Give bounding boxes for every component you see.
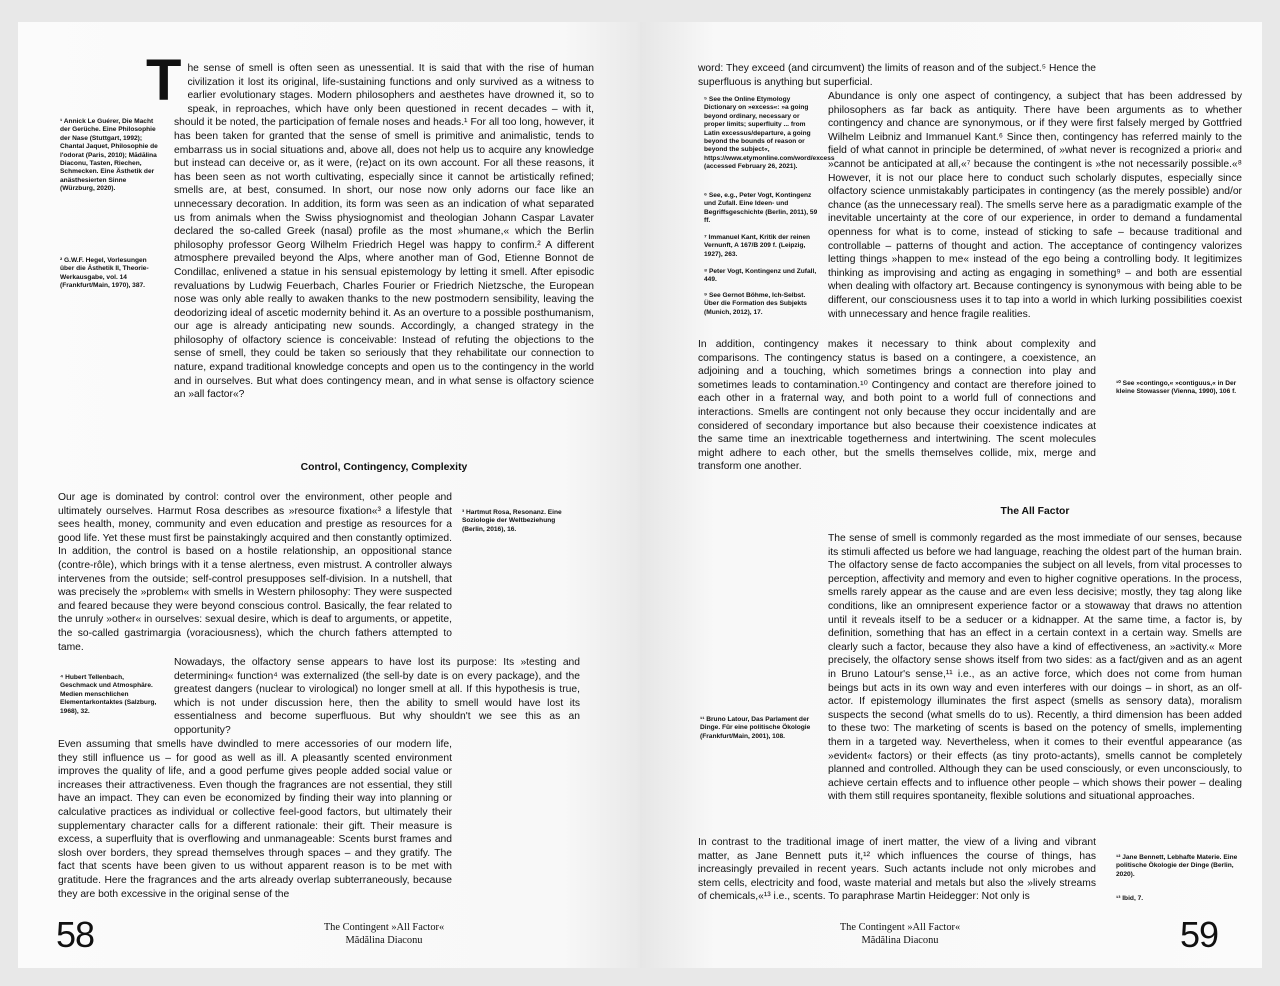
paragraph-control: Our age is dominated by control: control over the environment, other people and ultimately ourselves. Harmut Rosa describes as »resource fixation«³ a lifestyle that sees health, money, community and even education and prestige as resources for a good life. Yet these must first be painstakingly acquired and then constantly optimized. In addition, the control is based on a hostile relationship, an oppositional stance (contre-rôle), which brings with it a tense alertness, even mistrust. A controller always intervenes from the outside; self-control presupposes self-division. In a nutshell, that was precisely the »problem« with smells in Western philosophy: They were suspected and feared because they were beyond conscious control. Basically, the fear related to the unruly »other« in ourselves: sexual desire, which is deaf to arguments, or appetite, the so-called gastrimargia (voraciousness), which the church fathers attempted to tame.: [58, 492, 452, 653]
running-author-right: Mădălina Diaconu: [861, 935, 939, 946]
section-heading-all-factor: The All Factor: [1000, 506, 1070, 517]
footnote-9: ⁹ See Gernot Böhme, Ich-Selbst. Über die Formation des Subjekts (Munich, 2012), 17.: [704, 292, 807, 316]
running-title-right: The Contingent »All Factor«: [839, 922, 961, 933]
footnote-13: ¹³ Ibid, 7.: [1116, 895, 1144, 902]
intro-paragraph: he sense of smell is often seen as unessential. It is said that with the rise of human civilization it lost its original, life-sustaining functions and only survived as a witness to earlier evolutionary stages. Modern philosophers and aesthetes have drowned it, so to speak, in reproaches, which have only been questioned in recent decades – with it, should it be noted, the participation of female noses and heads.¹ For all too long, however, it has been taken for granted that the sense of smell is primitive and animalistic, tends to embarrass us in social situations and, above all, does not help us to acquire any knowledge but instead can deceive or, as it were, (re)act on its own account. For all these reasons, it has been seen as not worth cultivating, especially since it cannot be artistically refined; smells are, at best, consumed. In short, our nose now only adorns our face like an unnecessary decoration. In addition, its form was seen as an indication of what separated us from animals when the Swiss physiognomist and theologian Johann Caspar Lavater declared the so-called Greek (nasal) profile as the most »humane,« which the Berlin philosophy professor Georg Wilhelm Friedrich Hegel was happy to confirm.² A different atmosphere prevailed beyond the Alps, where another man of God, Etienne Bonnot de Condillac, enlivened a statue in his sensual epistemology by letting it smell. After episodic revaluations by Ludwig Feuerbach, Charles Fourier or Friedrich Nietzsche, the European nose was only able really to awaken thanks to the new postmodern sensibility, leaving the deodorizing ideal of ascetic modernity behind it. As an overture to a possible posthumanism, our age is already anticipating new sounds. Accordingly, a changed strategy in the philosophy of olfactory science is conceivable: Instead of refuting the objections to the sense of smell, they could be taken so seriously that they rehabilitate our connection to nature, expand traditional knowledge concepts and open us to the contingency in the world and in ourselves. But what does contingency mean, and in what sense is olfactory science an »all factor«?: [174, 63, 594, 401]
left-page: [18, 22, 638, 968]
paragraph-accessories: Even assuming that smells have dwindled to mere accessories of our modern life, they still influence us – for good as well as ill. A pleasantly scented environment improves the quality of life, and a good perfume gives people added social value or increases their attractiveness. Even though the fragrances are not essential, they still have an impact. They can even be economized by finding their way into planning or calculative practices as individual or collective feel-good factors, but ultimately their supplementary character calls for a different rationale: their gift. Their measure is excess, a superfluity that is overflowing and unmanageable: Scents burst frames and slosh over borders, they spread themselves through spaces – and they gratify. The fact that scents have been given to us without apparent reason is to be met with gratitude. Here the fragrances and the arts already overlap subterraneously, because they are both excessive in the original sense of the: [58, 739, 452, 900]
footnote-4: ⁴ Hubert Tellenbach, Geschmack und Atmosphäre. Medien menschlichen Elementarkontaktes (Salzburg, 1968), 32.: [60, 674, 157, 715]
intro-text-block: [146, 48, 594, 402]
footnote-12: ¹² Jane Bennett, Lebhafte Materie. Eine politische Ökologie der Dinge (Berlin, 2020).: [1116, 854, 1238, 878]
book-spread: [18, 22, 1262, 968]
footnote-11: ¹¹ Bruno Latour, Das Parlament der Dinge. Für eine politische Ökologie (Frankfurt/Main, 2001), 108.: [700, 716, 811, 740]
paragraph-smell-immediate: The sense of smell is commonly regarded as the most immediate of our senses, because its stimuli affected us before we had language, reaching the oldest part of the human brain. The olfactory sense de facto accompanies the subject on all levels, from vital processes to perception, affectivity and memory and even to higher cognitive operations. In the process, smells rarely appear as the cause and are even less decisive; mostly, they tag along like conditions, like an omnipresent experience factor or a stowaway that draws no attention until it reveals itself to be a seducer or a kidnapper. At the same time, a factor is, by definition, something that has an effect in a certain context in a certain way. Smells are clearly such a factor, because they also have a kind of effectiveness, an »activity.« More precisely, the olfactory sense shows itself from two sides: as a fact/given and as an agent in Bruno Latour's sense,¹¹ i.e., as an active force, which does not come from human beings but acts in its own way and even interferes with our doings – in short, as an olf-actor. If epistemology illuminates the first aspect (smells as sensory data), moralism suspects the second (what smells do to us). Recently, a third dimension has been added to these two: The marketing of scents is based on the potency of smells, implementing them in a targeted way. Nevertheless, when it comes to their eventful appearance (as »evident« factors) or their effects (as tiny proto-actants), smells cannot be completely planned and controlled. Although they can be used consciously, or even unconsciously, to achieve certain effects and to influence other people – which shows their power – dealing with them still requires spontaneity, flexible solutions and situational approaches.: [828, 533, 1242, 803]
footnote-2: ² G.W.F. Hegel, Vorlesungen über die Ästhetik II, Theorie-Werkausgabe, vol. 14 (Frankfurt/Main, 1970), 387.: [60, 257, 149, 290]
running-author-left: Mădălina Diaconu: [345, 935, 423, 946]
footnote-3: ³ Hartmut Rosa, Resonanz. Eine Soziologie der Weltbeziehung (Berlin, 2016), 16.: [462, 509, 562, 533]
section-heading-control: Control, Contingency, Complexity: [300, 462, 468, 473]
running-head-right: [820, 921, 980, 947]
paragraph-complexity: In addition, contingency makes it necessary to think about complexity and comparisons. The contingency status is based on a contingere, a coexistence, an adjoining and a touching, which sometimes brings a connection into play and sometimes leads to contamination.¹⁰ Contingency and contact are therefore joined to each other in a fraternal way, and both point to a world full of connections and interactions. Smells are contingent not only because they occur incidentally and are considered of secondary importance but also because their coexistence indicates at the same time an inextricable togetherness and intertwining. The scent molecules might adhere to each other, but the smells themselves collide, mix, merge and transform one another.: [698, 339, 1096, 473]
page-number-right: 59: [1180, 914, 1219, 955]
footnote-5: ⁵ See the Online Etymology Dictionary on »excess«: »a going beyond ordinary, necessary or proper limits; superfluity ... from Latin excessus/departure, a going beyond the bounds of reason or beyond the subject«, https://www.etymonline.com/word/excess (accessed February 26, 2021).: [704, 96, 835, 171]
footnote-7: ⁷ Immanuel Kant, Kritik der reinen Vernunft, A 167/B 209 f. (Leipzig, 1927), 263.: [704, 234, 811, 258]
paragraph-abundance: Abundance is only one aspect of contingency, a subject that has been addressed by philosophers as far back as antiquity. There have been arguments as to whether contingency and chance are synonymous, or if they were first falsely merged by Gottfried Wilhelm Leibniz and Immanuel Kant.⁶ Since then, contingency has referred mainly to the field of what cannot in principle be determined, of »what never is recognized a priori« and »cannot be anticipated at all,«⁷ because the contingent is »the not necessarily possible.«⁸ However, it is not our place here to conduct such scholarly disputes, especially since olfactory science unmistakably participates in contingency (as the merely possible) and/or chance (as the unnecessary real). The smells serve here as a paradigmatic example of the inevitable uncertainty at the core of our experience, in order to demand a fundamental openness for what is to come, instead of sticking to safe – because traditional and controllable – patterns of thought and action. The acceptance of contingency valorizes letting things »happen to me« instead of the ego being a controlling body. It legitimizes thinking as improvising and acting as engaging in something⁹ – and both are essential when dealing with olfactory art. Because contingency is synonymous with being able to be different, our consciousness uses it to tap into a world in which lurking possibilities coexist with unnecessary and hence fragile realities.: [828, 91, 1242, 320]
footnote-8: ⁸ Peter Vogt, Kontingenz und Zufall, 449.: [704, 268, 817, 284]
page-number-left: 58: [56, 914, 95, 955]
paragraph-inert-matter: In contrast to the traditional image of inert matter, the view of a living and vibrant matter, as Jane Bennett puts it,¹² which influences the course of things, has increasingly prevailed in recent years. Such actants include not only microbes and stem cells, electricity and food, waste material and metals but also the »lively streams of chemicals,«¹³ i.e., scents. To paraphrase Martin Heidegger: Not only is: [698, 837, 1096, 903]
footnote-10: ¹⁰ See »contingo,« »contiguus,« in Der kleine Stowasser (Vienna, 1990), 106 f.: [1116, 380, 1237, 396]
paragraph-top-continuation: word: They exceed (and circumvent) the limits of reason and of the subject.⁵ Hence the superfluous is anything but superficial.: [698, 63, 1096, 88]
running-head-left: [304, 921, 464, 947]
footnote-1: ¹ Annick Le Guérer, Die Macht der Gerüche. Eine Philosophie der Nase (Stuttgart, 1992); Chantal Jaquet, Philosophie de l'odorat (Paris, 2010); Mădălina Diaconu, Tasten, Riechen, Schmecken. Eine Ästhetik der anästhesierten Sinne (Würzburg, 2020).: [60, 118, 158, 193]
paragraph-olfactory: Nowadays, the olfactory sense appears to have lost its purpose: Its »testing and determining« function⁴ was externalized (the sell-by date is on every package), and the greatest dangers (nuclear to virological) no longer smell at all. If this hypothesis is true, which is not under discussion here, then the ability to smell would have lost its essentialness and become superfluous. But why shouldn't we see this as an opportunity?: [174, 657, 580, 736]
running-title-left: The Contingent »All Factor«: [323, 922, 445, 933]
right-page: [640, 22, 1262, 968]
drop-cap: T: [146, 48, 182, 113]
footnote-6: ⁶ See, e.g., Peter Vogt, Kontingenz und Zufall. Eine Ideen- und Begriffsgeschichte (Berlin, 2011), 59 ff.: [704, 192, 818, 225]
